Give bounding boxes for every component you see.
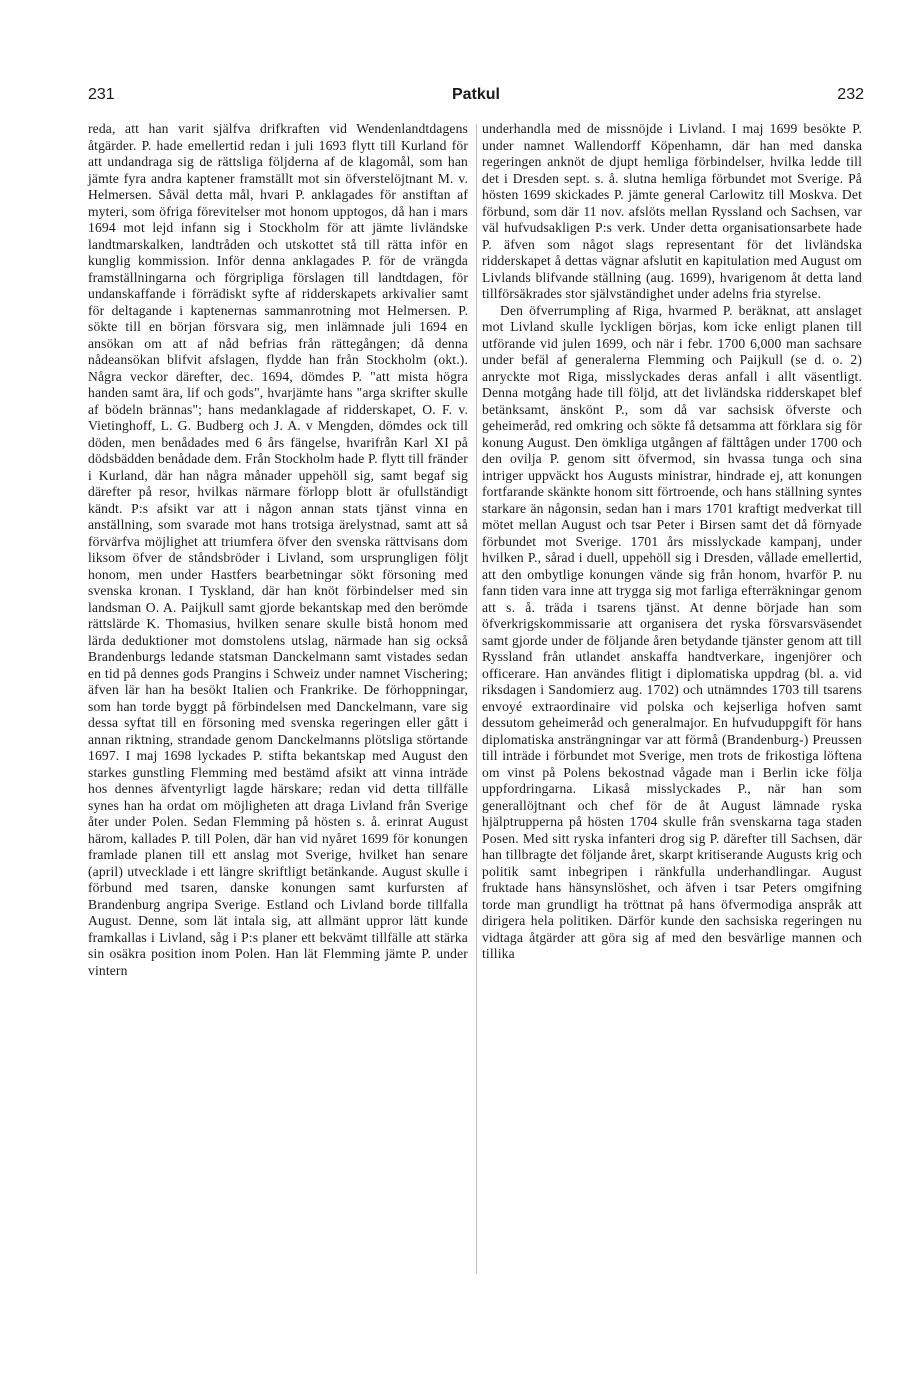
- page-title: Patkul: [451, 86, 500, 103]
- page-number-left: 231: [88, 86, 115, 103]
- left-column: [88, 121, 468, 979]
- page-number-right: 232: [837, 86, 864, 103]
- right-paragraph-2: Den öfverrumpling af Riga, hvarmed P. beräknat, att anslaget mot Livland skulle lyckligen börjas, kom icke enligt planen till utförande vid julen 1699, och när i febr. 1700 6,000 man sachsare under befäl af generalerna Flemming och Paijkull (se d. o. 2) anryckte mot Riga, misslyckades deras anfall i allt väsentligt. Denna motgång hade till följd, att det livländska ridderskapet blef betänksamt, änskönt P., som då var sachsisk öfverste och geheimeråd, red omkring och sökte få detsamma att förklara sig för konung August. Den ömkliga utgången af fälttågen under 1700 och den ovilja P. genom sitt öfvermod, sin hvassa tunga och sina intriger uppväckt hos Augusts ministrar, hindrade ej, att konungen fortfarande skänkte honom sitt förtroende, och hans ställning syntes starkare än någonsin, sedan han i mars 1701 kraftigt medverkat till mötet mellan August och tsar Peter i Birsen samt det då förnyade förbundet mot Sverige. 1701 års misslyckade kampanj, under hvilken P., sårad i duell, uppehöll sig i Dresden, vållade emellertid, att den ombytlige konungen vände sig från honom, hvarför P. nu fann tiden vara inne att trygga sig mot farliga efterräkningar genom att s. å. träda i tsarens tjänst. At denne började han som öfverkrigskommissarie att organisera det ryska försvarsväsendet samt gjorde under de följande åren betydande tjänster genom att till Ryssland från utlandet anskaffa handtverkare, ingenjörer och officerare. Han användes flitigt i diplomatiska uppdrag (bl. a. vid riksdagen i Sandomierz aug. 1702) och utnämndes 1703 till tsarens envoyé extraordinaire vid polska och kejserliga hofven samt dessutom geheimeråd och generalmajor. En hufvuduppgift för hans diplomatiska ansträngningar var att förmå (Brandenburg-) Preussen till inträde i förbundet mot Sverige, men trots de frikostiga löftena om vinst på Polens bekostnad vågade man i Berlin icke följa uppfordringarna. Likaså misslyckades P., när han som generallöjtnant och chef för de åt August lämnade ryska hjälptrupperna på hösten 1704 skulle från svenskarna taga staden Posen. Med sitt ryska infanteri drog sig P. därefter till Sachsen, där han tillbragte det följande året, skarpt kritiserande Augusts krig och politik samt inbegripen i ränkfulla underhandlingar. August fruktade hans hänsynslöshet, och äfven i tsar Peters omgifning torde man grundligt ha tröttnat på hans öfvermodiga anspråk att dirigera hela politiken. Därför kunde den sachsiska regeringen nu vidtaga åtgärder att göra sig af med den besvärlige mannen och tillika: [482, 302, 862, 961]
- right-column: [482, 121, 862, 963]
- page-header: [88, 86, 864, 110]
- right-paragraph-1: underhandla med de missnöjde i Livland. I maj 1699 besökte P. under namnet Wallendorff Köpenhamn, där han med danska regeringen anknöt de djupt hemliga förbindelser, hvilka ledde till det i Dresden sept. s. å. slutna hemliga förbundet mot Sverige. På hösten 1699 skickades P. jämte general Carlowitz till Moskva. Det förbund, som där 11 nov. afslöts mellan Ryssland och Sachsen, var väl hufvudsakligen P:s verk. Under detta organisationsarbete hade P. äfven som något slags representant för det livländska ridderskapet å dettas vägnar afslutit en kapitulation med August om Livlands blifvande ställning (aug. 1699), hvarigenom åt detta land tillförsäkrades stor självständighet under adelns fria styrelse.: [482, 121, 862, 301]
- column-divider: [476, 124, 477, 1274]
- left-paragraph-1: reda, att han varit själfva drifkraften vid Wendenlandtdagens åtgärder. P. hade emellertid redan i juli 1693 flytt till Kurland för att undandraga sig de rättsliga följderna af de klagomål, som han jämte fyra andra kaptener framställt mot sin öfverstelöjtnant M. v. Helmersen. Såväl detta mål, hvari P. anklagades för anstiftan af myteri, som öfriga förevitelser mot honom upptogos, då han i mars 1694 mot lejd infann sig i Stockholm för att jämte livländske landtmarskalken, landtråden och utskottet stå till rätta inför en kunglig kommission. Inför denna anklagades P. för de vrängda framställningarna och förgripliga förslagen till landtdagen, för undanskaffande i förrädiskt syfte af ridderskapets arkivalier samt för deltagande i kaptenernas sammanrotning mot Helmersen. P. sökte till en början försvara sig, men inlämnade juli 1694 en ansökan om att af nåd befrias från rättegången; då denna nådeansökan blifvit afslagen, flydde han från Stockholm (okt.). Några veckor därefter, dec. 1694, dömdes P. "att mista högra handen samt ära, lif och gods", hvarjämte hans "arga skrifter skulle af bödeln brännas"; hans medanklagade af ridderskapet, O. F. v. Vietinghoff, L. G. Budberg och J. A. v Mengden, dömdes ock till döden, men benådades med 6 års fängelse, hvarifrån Karl XI på dödsbädden benådade dem. Från Stockholm hade P. flytt till fränder i Kurland, där han några månader uppehöll sig, samt begaf sig därefter på resor, hvilkas närmare förlopp blott är ofullständigt kändt. P:s afsikt var att i någon annan stats tjänst vinna en anställning, som svarade mot hans trotsiga ärelystnad, samt att så förvärfva möjlighet att triumfera öfver den svenska rättvisans dom liksom öfver de ståndsbröder i Livland, som ursprungligen följt honom, men under Hastfers bearbetningar sökt försoning med svenska kronan. I Tyskland, där han knöt förbindelser med sin landsman O. A. Paijkull samt gjorde bekantskap med den berömde rättslärde K. Thomasius, hvilken senare skulle bistå honom med lärda deduktioner mot domstolens utslag, närmade han sig också Brandenburgs ledande statsman Danckelmann samt vistades sedan en tid på dennes gods Prangins i Schweiz under namnet Vischering; äfven lär han ha besökt Italien och Frankrike. De förhoppningar, som han torde byggt på förbindelsen med Danckelmann, vare sig dessa syftat till en försoning med svenska regeringen eller gått i annan riktning, strandade genom Danckelmanns plötsliga störtande 1697. I maj 1698 lyckades P. stifta bekantskap med August den starkes gunstling Flemming med bestämd afsikt att vinna inträde hos dennes äfventyrligt lagde härskare; redan vid detta tillfälle synes han ha ordat om möjligheten att draga Livland från Sverige åter under Polen. Sedan Flemming på hösten s. å. erinrat August härom, kallades P. till Polen, där han vid nyåret 1699 för konungen framlade planen till ett anslag mot Sverige, hvilket han senare (april) utvecklade i ett längre skriftligt betänkande. August skulle i förbund med tsaren, danske konungen samt kurfursten af Brandenburg angripa Sverige. Estland och Livland borde tillfalla August. Denne, som lät intala sig, att allmänt uppror lätt kunde framkallas i Livland, såg i P:s planer ett bekvämt tillfälle att stärka sin osäkra position inom Polen. Han lät Flemming jämte P. under vintern: [88, 121, 468, 978]
